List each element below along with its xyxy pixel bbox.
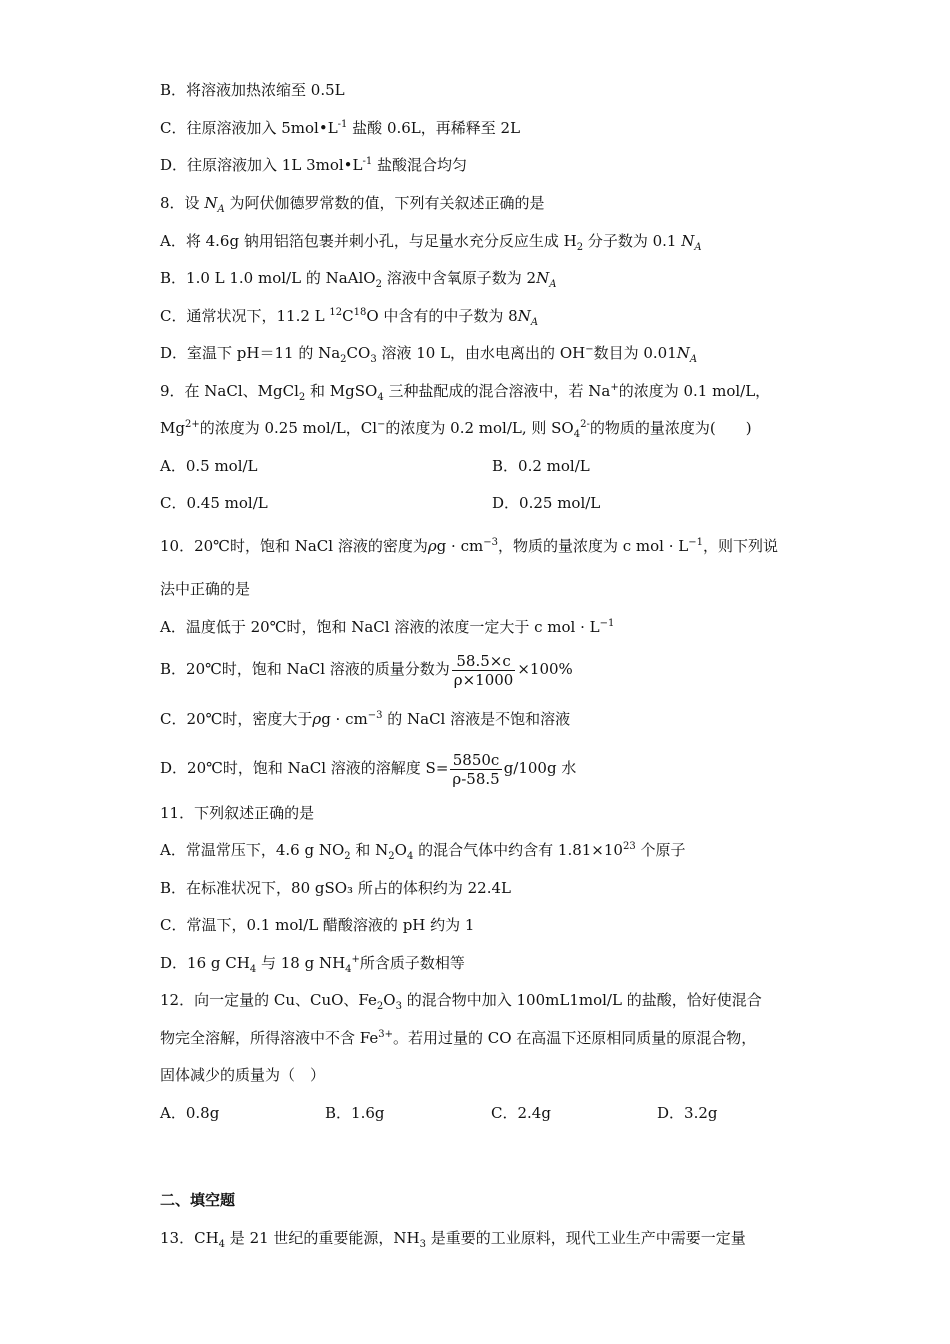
q9-option-a: A．0.5 mol/L bbox=[160, 457, 258, 475]
fraction: $\frac{58.5\times c}{\rho\times 1000}$ bbox=[453, 651, 514, 689]
q8-option-a: A．将 4.6g 钠用铝箔包裹并刺小孔，与足量水充分反应生成 $H_2$ 分子数为 0.1 $N_A$ bbox=[160, 232, 702, 253]
q11-option-b: B．在标准状况下，80 gSO₃ 所占的体积约为 22.4L bbox=[160, 879, 511, 897]
q8-option-b: B．1.0 L 1.0 mol/L 的 NaAlO$_2$ 溶液中含氧原子数为 $2N_A$ bbox=[160, 269, 557, 290]
q10-option-b: B．20℃时，饱和 NaCl 溶液的质量分数为 $\frac{58.5\times c}{\rho\times 1000}$ ×100% bbox=[160, 651, 573, 689]
q12-option-c: C．2.4g bbox=[491, 1104, 551, 1122]
q9-option-d: D．0.25 mol/L bbox=[492, 494, 601, 512]
fraction: $\frac{5850c}{\rho-58.5}$ bbox=[452, 750, 500, 788]
q7-option-c: C．往原溶液加入 $5mol•L^{-1}$ 盐酸 0.6L，再稀释至 2L bbox=[160, 119, 521, 137]
q10-option-d: D．20℃时，饱和 NaCl 溶液的溶解度 S= $\frac{5850c}{\rho-58.5}$ g/100g 水 bbox=[160, 750, 577, 788]
q10-option-a: A．温度低于 20℃时，饱和 NaCl 溶液的浓度一定大于 c mol · $L^{-1}$ bbox=[160, 618, 615, 636]
q9-stem-line2: $Mg^{2+}$的浓度为 0.25 mol/L，Cl−的浓度为 0.2 mol/L, 则 $SO_4^{2-}$的物质的量浓度为( ) bbox=[160, 419, 752, 440]
section-heading: 二、填空题 bbox=[160, 1191, 236, 1209]
q10-stem-line2: 法中正确的是 bbox=[160, 580, 251, 598]
q12-option-d: D．3.2g bbox=[657, 1104, 718, 1122]
q12-stem-line2: 物完全溶解，所得溶液中不含 $Fe^{3+}$。若用过量的 CO 在高温下还原相同质量的原混合物， bbox=[160, 1029, 757, 1047]
q9-stem-line1: 9．在 NaCl、MgCl$_2$ 和 MgSO$_4$ 三种盐配成的混合溶液中，若 Na+的浓度为 0.1 mol/L， bbox=[160, 382, 771, 403]
q12-option-b: B．1.6g bbox=[325, 1104, 385, 1122]
q11-option-a: A．常温常压下，4.6 g $NO_2$ 和 $N_2O_4$ 的混合气体中约含有 $1.81\times 10^{23}$ 个原子 bbox=[160, 841, 686, 862]
q8-stem: 8．设 $N_A$ 为阿伏伽德罗常数的值，下列有关叙述正确的是 bbox=[160, 194, 545, 215]
q12-option-a: A．0.8g bbox=[160, 1104, 220, 1122]
q11-option-d: D．16 g $CH_4$ 与 18 g $NH_4^+$所含质子数相等 bbox=[160, 954, 465, 975]
q7-option-d: D．往原溶液加入 1L $3mol•L^{-1}$ 盐酸混合均匀 bbox=[160, 156, 468, 174]
q10-stem-line1: 10．20℃时，饱和 NaCl 溶液的密度为$\rho g \cdot cm^{-3}$，物质的量浓度为 c mol · $L^{-1}$，则下列说 bbox=[160, 537, 778, 555]
q9-option-c: C．0.45 mol/L bbox=[160, 494, 268, 512]
q11-option-c: C．常温下，0.1 mol/L 醋酸溶液的 pH 约为 1 bbox=[160, 916, 475, 934]
q13-stem: 13．$CH_4$ 是 21 世纪的重要能源，$NH_3$ 是重要的工业原料，现代工业生产中需要一定量 bbox=[160, 1229, 746, 1250]
q12-stem-line1: 12．向一定量的 Cu、CuO、$Fe_2O_3$ 的混合物中加入 100mL1mol/L 的盐酸，恰好使混合 bbox=[160, 991, 762, 1012]
q12-stem-line3: 固体减少的质量为（ ） bbox=[160, 1066, 326, 1084]
q9-option-b: B．0.2 mol/L bbox=[492, 457, 590, 475]
q7-option-b: B．将溶液加热浓缩至 0.5L bbox=[160, 81, 345, 99]
q8-option-c: C．通常状况下，11.2 L $^{12}C^{18}O$ 中含有的中子数为 $8N_A$ bbox=[160, 307, 539, 328]
q11-stem: 11．下列叙述正确的是 bbox=[160, 804, 315, 822]
q8-option-d: D．室温下 pH＝11 的 $Na_2CO_3$ 溶液 10 L，由水电离出的 OH−数目为 $0.01N_A$ bbox=[160, 344, 698, 365]
q10-option-c: C．20℃时，密度大于$\rho g \cdot cm^{-3}$ 的 NaCl 溶液是不饱和溶液 bbox=[160, 710, 571, 728]
